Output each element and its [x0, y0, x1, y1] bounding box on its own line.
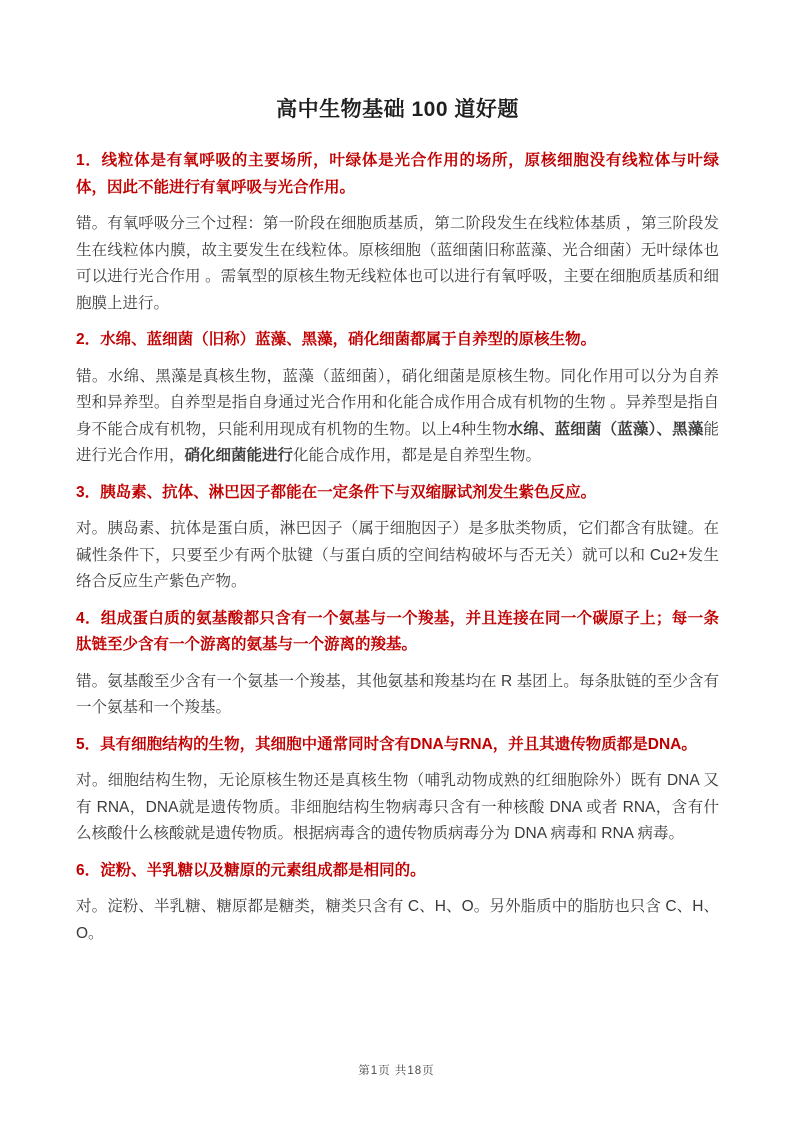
question-1: 1．线粒体是有氧呼吸的主要场所，叶绿体是光合作用的场所，原核细胞没有线粒体与叶绿体，因此不能进行有氧呼吸与光合作用。 — [76, 152, 719, 196]
answer-4: 错。氨基酸至少含有一个氨基一个羧基，其他氨基和羧基均在 R 基团上。每条肽链的至少含有一个氨基和一个羧基。 — [76, 672, 719, 716]
answer-6: 对。淀粉、半乳糖、糖原都是糖类，糖类只含有 C、H、O。另外脂质中的脂肪也只含 C、H、O。 — [76, 898, 719, 942]
question-4: 4．组成蛋白质的氨基酸都只含有一个氨基与一个羧基，并且连接在同一个碳原子上；每一条肽链至少含有一个游离的氨基与一个游离的羧基。 — [76, 609, 719, 653]
answer-3: 对。胰岛素、抗体是蛋白质，淋巴因子（属于细胞因子）是多肽类物质，它们都含有肽键。在碱性条件下，只要至少有两个肽键（与蛋白质的空间结构破坏与否无关）就可以和 Cu2+发生络合反应生产紫色产物。 — [76, 520, 719, 590]
answer-2-bold-text: 水绵、蓝细菌（蓝藻）、黑藻 — [507, 420, 704, 438]
question-2: 2．水绵、蓝细菌（旧称）蓝藻、黑藻，硝化细菌都属于自养型的原核生物。 — [76, 331, 597, 348]
question-3: 3．胰岛素、抗体、淋巴因子都能在一定条件下与双缩脲试剂发生紫色反应。 — [76, 483, 597, 501]
page-title: 高中生物基础 100 道好题 — [276, 98, 519, 121]
answer-2-text: 错。水绵、黑藻是真核生物，蓝藻（蓝细菌），硝化细菌是原核生物。同化作用可以分为自养型和异养型。自养型是指自身通过光合作用和化能合成作用合成有机物的生物 。异养型是指自身不能合成有机物，只能利用现成有机物的生物。以上4种生物 — [76, 367, 719, 438]
answer-2 — [76, 364, 719, 470]
question-5: 5．具有细胞结构的生物，其细胞中通常同时含有DNA与RNA，并且其遗传物质都是DNA。 — [76, 735, 697, 753]
answer-2-text: 化能合成作用，都是是自养型生物。 — [293, 447, 542, 464]
answer-2-text: 能进行光合作用， — [76, 420, 719, 464]
answer-2-bold-text: 硝化细菌能进行 — [184, 447, 294, 464]
page-footer: 第1页 共18页 — [358, 1065, 435, 1077]
answer-1: 错。有氧呼吸分三个过程：第一阶段在细胞质基质，第二阶段发生在线粒体基质 ，第三阶段发生在线粒体内膜，故主要发生在线粒体。原核细胞（蓝细菌旧称蓝藻、光合细菌）无叶绿体也可以进行光合作用 。需氧型的原核生物无线粒体也可以进行有氧呼吸，主要在细胞质基质和细胞膜上进行。 — [76, 215, 719, 312]
question-6: 6．淀粉、半乳糖以及糖原的元素组成都是相同的。 — [76, 861, 426, 879]
answer-5: 对。细胞结构生物，无论原核生物还是真核生物（哺乳动物成熟的红细胞除外）既有 DNA 又有 RNA，DNA就是遗传物质。非细胞结构生物病毒只含有一种核酸 DNA 或者 RNA，含有什么核酸什么核酸就是遗传物质。根据病毒含的遗传物质病毒分为 DNA 病毒和 RNA 病毒。 — [76, 772, 719, 842]
